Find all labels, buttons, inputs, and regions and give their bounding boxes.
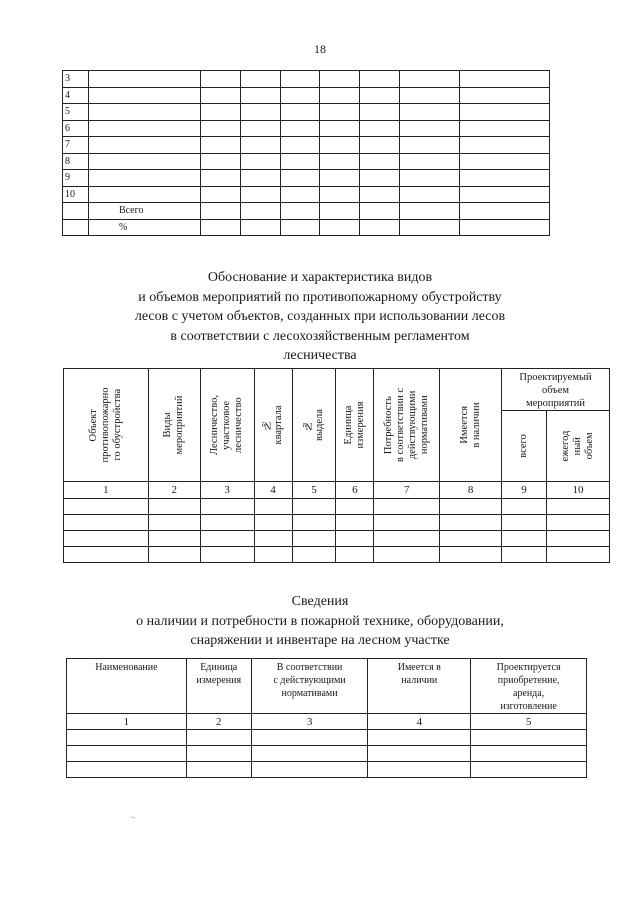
empty-cell	[88, 104, 200, 121]
empty-cell	[400, 203, 460, 220]
empty-cell	[240, 219, 280, 236]
table-row	[63, 153, 550, 170]
empty-cell	[320, 219, 360, 236]
empty-cell	[400, 137, 460, 154]
column-number: 2	[148, 482, 200, 499]
column-header-text	[343, 402, 367, 449]
header-line: аренда,	[512, 688, 545, 699]
empty-cell	[200, 71, 240, 88]
column-number: 3	[200, 482, 254, 499]
empty-cell	[63, 203, 89, 220]
column-number: 10	[546, 482, 609, 499]
column-header	[374, 369, 440, 482]
header-line: мероприятий	[526, 398, 585, 409]
header-line: Единица	[200, 662, 238, 673]
empty-cell	[320, 170, 360, 187]
row-number: 5	[63, 104, 89, 121]
empty-cell	[240, 120, 280, 137]
empty-cell	[460, 120, 550, 137]
empty-cell	[280, 71, 320, 88]
empty-cell	[320, 203, 360, 220]
empty-cell	[360, 153, 400, 170]
row-number: 6	[63, 120, 89, 137]
table-row-total	[63, 203, 550, 220]
column-header-text	[459, 402, 483, 447]
column-header	[254, 369, 292, 482]
column-header	[292, 369, 336, 482]
header-line: измерения	[196, 675, 242, 686]
empty-cell	[200, 186, 240, 203]
empty-cell	[320, 104, 360, 121]
empty-cell	[63, 219, 89, 236]
empty-cell	[280, 137, 320, 154]
page-number: 18	[314, 42, 326, 56]
continuation-table	[62, 70, 550, 236]
header-line: наличии	[401, 675, 438, 686]
empty-cell	[320, 186, 360, 203]
group-header	[502, 369, 610, 411]
empty-cell	[360, 186, 400, 203]
empty-cell	[460, 71, 550, 88]
empty-cell	[200, 170, 240, 187]
header-line: в соответствии с	[394, 387, 406, 463]
empty-cell	[200, 87, 240, 104]
table-row	[63, 137, 550, 154]
column-header-text	[302, 409, 326, 441]
header-line: Потребность	[382, 396, 394, 454]
column-header-text	[209, 395, 245, 455]
row-number: 3	[63, 71, 89, 88]
empty-cell	[460, 137, 550, 154]
empty-cell	[88, 153, 200, 170]
row-number: 4	[63, 87, 89, 104]
empty-cell	[460, 203, 550, 220]
column-header	[67, 659, 187, 714]
empty-cell	[320, 87, 360, 104]
empty-cell	[88, 71, 200, 88]
sub-header	[502, 411, 547, 482]
empty-cell	[320, 120, 360, 137]
column-number: 6	[336, 482, 374, 499]
header-line: Виды	[162, 412, 174, 438]
header-line: нормативами	[418, 395, 430, 455]
heading-line: лесов с учетом объектов, созданных при использовании лесов	[134, 309, 506, 324]
header-line: квартала	[273, 405, 285, 445]
percent-label: %	[88, 219, 200, 236]
header-line: объем	[583, 432, 595, 460]
row-number: 7	[63, 137, 89, 154]
header-line: Проектируемый	[519, 372, 592, 383]
header-line: приобретение,	[497, 675, 560, 686]
empty-cell	[240, 137, 280, 154]
empty-cell	[200, 203, 240, 220]
equipment-table	[66, 658, 587, 778]
empty-cell	[360, 120, 400, 137]
column-header-text	[383, 388, 431, 462]
empty-cell	[460, 186, 550, 203]
column-number: 5	[292, 482, 336, 499]
empty-cell	[460, 104, 550, 121]
heading-line: и объемов мероприятий по противопожарному обустройству	[138, 289, 502, 305]
header-line: участковое	[221, 400, 233, 450]
heading-line: лесничества	[283, 348, 357, 363]
heading-line: Обоснование и характеристика видов	[207, 270, 433, 285]
empty-cell	[400, 170, 460, 187]
empty-cell	[460, 87, 550, 104]
empty-cell	[460, 153, 550, 170]
empty-cell	[240, 87, 280, 104]
column-header-text	[88, 388, 124, 463]
header-line: всего	[518, 434, 529, 458]
sub-header	[546, 411, 609, 482]
empty-cell	[240, 186, 280, 203]
empty-cell	[280, 104, 320, 121]
empty-cell	[360, 137, 400, 154]
empty-cell	[88, 87, 200, 104]
column-header-text	[261, 405, 285, 444]
column-number: 1	[67, 714, 187, 730]
column-header	[440, 369, 502, 482]
empty-cell	[88, 170, 200, 187]
column-number: 3	[251, 714, 368, 730]
empty-cell	[280, 120, 320, 137]
empty-cell	[400, 104, 460, 121]
column-header	[200, 369, 254, 482]
header-line: Проектируется	[496, 662, 561, 673]
measures-table	[63, 368, 610, 563]
column-number: 4	[254, 482, 292, 499]
column-header	[368, 659, 471, 714]
heading-line: снаряжении и инвентаре на лесном участке	[190, 633, 450, 648]
header-line: действующими	[406, 390, 418, 460]
empty-cell	[240, 153, 280, 170]
empty-cell	[280, 219, 320, 236]
header-line: измерения	[354, 401, 366, 449]
header-line: Имеется	[458, 406, 470, 444]
empty-cell	[320, 153, 360, 170]
column-header	[336, 369, 374, 482]
header-line: Лесничество,	[209, 394, 221, 456]
empty-cell	[88, 120, 200, 137]
empty-cell	[360, 203, 400, 220]
heading-line: о наличии и потребности в пожарной технике, оборудовании,	[136, 613, 504, 629]
row-number: 8	[63, 153, 89, 170]
empty-cell	[240, 170, 280, 187]
empty-cell	[360, 170, 400, 187]
empty-cell	[400, 186, 460, 203]
scan-mark: ·‑	[130, 813, 136, 822]
column-number: 4	[368, 714, 471, 730]
header-line: Наименование	[95, 662, 158, 673]
column-header	[251, 659, 368, 714]
empty-cell	[280, 153, 320, 170]
header-line: объем	[541, 385, 570, 396]
column-number: 2	[186, 714, 251, 730]
column-number: 5	[471, 714, 587, 730]
empty-cell	[400, 120, 460, 137]
header-line: ный	[571, 436, 583, 456]
empty-cell	[400, 87, 460, 104]
row-number: 10	[63, 186, 89, 203]
heading-line: Сведения	[291, 594, 349, 609]
table-row	[63, 104, 550, 121]
header-line: выдела	[313, 409, 325, 441]
table-row	[63, 170, 550, 187]
column-header	[471, 659, 587, 714]
table-row	[63, 71, 550, 88]
table-row	[63, 186, 550, 203]
empty-cell	[360, 87, 400, 104]
header-line: Единица	[342, 405, 354, 445]
column-header	[148, 369, 200, 482]
header-line: нормативами	[281, 688, 338, 699]
table-row	[63, 120, 550, 137]
empty-cell	[360, 104, 400, 121]
header-line: с действующими	[273, 675, 346, 686]
empty-cell	[200, 219, 240, 236]
column-header	[186, 659, 251, 714]
sub-header-text	[560, 431, 596, 462]
column-number: 7	[374, 482, 440, 499]
empty-cell	[280, 87, 320, 104]
empty-cell	[88, 186, 200, 203]
header-line: в наличии	[470, 402, 482, 448]
empty-cell	[320, 137, 360, 154]
empty-cell	[360, 71, 400, 88]
column-number: 9	[502, 482, 547, 499]
empty-cell	[280, 186, 320, 203]
empty-cell	[200, 104, 240, 121]
section-heading-measures	[0, 268, 640, 366]
column-header	[64, 369, 149, 482]
table-row	[63, 87, 550, 104]
empty-cell	[240, 203, 280, 220]
header-line: противопожарно	[99, 387, 111, 463]
empty-cell	[320, 71, 360, 88]
empty-cell	[280, 203, 320, 220]
table-row-percent	[63, 219, 550, 236]
column-header-text	[162, 396, 186, 455]
header-line: ежегод	[559, 430, 571, 462]
header-line: мероприятий	[174, 395, 186, 455]
header-line: Имеется в	[397, 662, 441, 673]
empty-cell	[200, 137, 240, 154]
header-line: изготовление	[500, 701, 557, 712]
empty-cell	[240, 104, 280, 121]
row-number: 9	[63, 170, 89, 187]
column-number: 1	[64, 482, 149, 499]
empty-cell	[240, 71, 280, 88]
total-label: Всего	[88, 203, 200, 220]
empty-cell	[400, 71, 460, 88]
header-line: го обустройства	[111, 389, 123, 461]
heading-line: в соответствии с лесохозяйственным регламентом	[170, 328, 470, 344]
header-line: Объект	[87, 408, 99, 442]
sub-header-text	[518, 434, 530, 458]
header-line: В соответствии	[276, 662, 343, 673]
empty-cell	[400, 153, 460, 170]
empty-cell	[460, 170, 550, 187]
empty-cell	[200, 120, 240, 137]
section-heading-equipment	[0, 592, 640, 651]
empty-cell	[460, 219, 550, 236]
header-line: №	[261, 419, 273, 431]
header-line: №	[301, 419, 313, 431]
header-line: лесничество	[233, 397, 245, 453]
column-number: 8	[440, 482, 502, 499]
empty-cell	[88, 137, 200, 154]
empty-cell	[400, 219, 460, 236]
empty-cell	[200, 153, 240, 170]
empty-cell	[280, 170, 320, 187]
empty-cell	[360, 219, 400, 236]
